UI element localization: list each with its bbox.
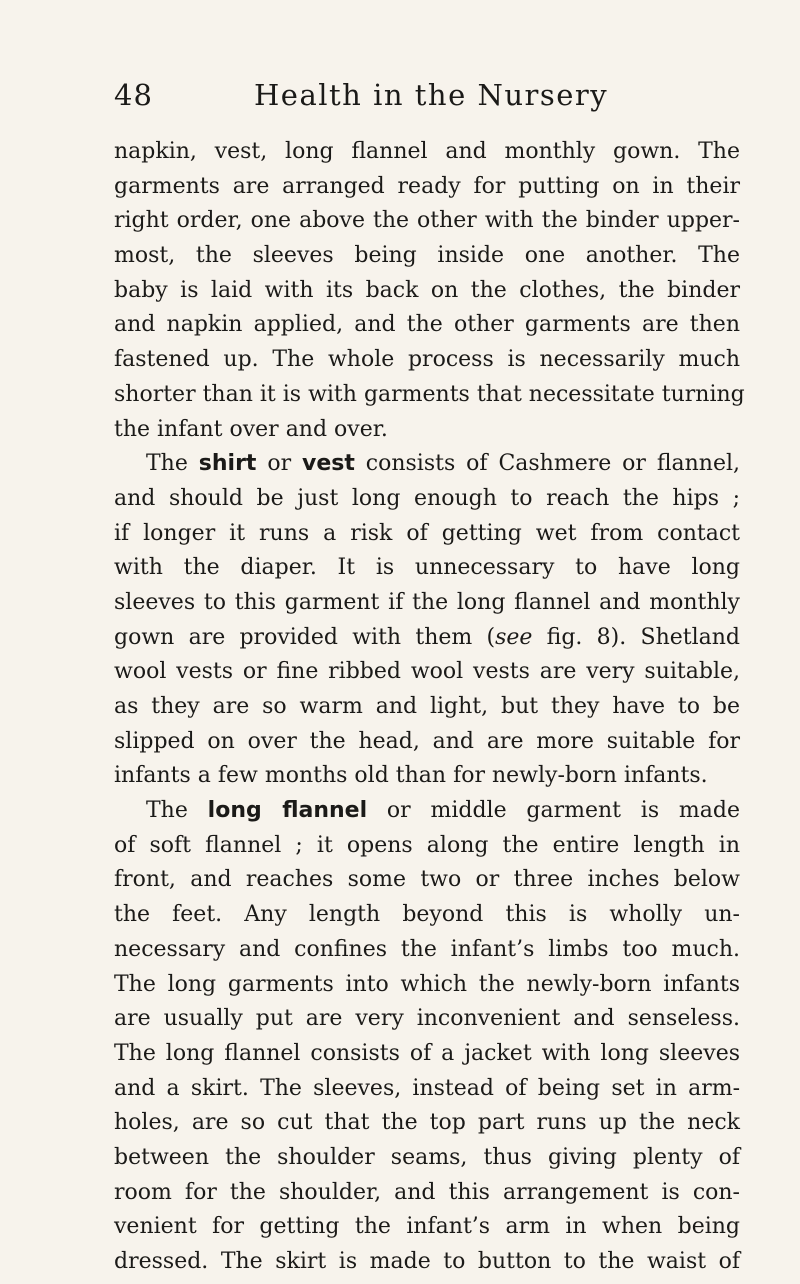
text-line: right order, one above the other with the binder upper- xyxy=(114,208,740,234)
text-line: and a skirt. The sleeves, instead of being set in arm- xyxy=(114,1075,740,1101)
text-segment: gown are provided with them ( xyxy=(114,624,496,650)
text-segment: or middle garment is made xyxy=(367,798,741,824)
text-line: dressed. The skirt is made to button to the waist of xyxy=(114,1249,740,1274)
body-text xyxy=(114,135,745,1280)
text-line: venient for getting the infant’s arm in when being xyxy=(114,1214,740,1240)
text-segment: The xyxy=(146,798,208,824)
page-header xyxy=(114,78,738,122)
term-shirt: shirt xyxy=(198,451,257,477)
text-line: as they are so warm and light, but they have to be xyxy=(114,694,740,719)
page-number: 48 xyxy=(114,78,153,112)
text-line: are usually put are very inconvenient and senseless. xyxy=(114,1006,740,1032)
text-line: with the diaper. It is unnecessary to have long xyxy=(114,555,740,581)
text-line: the feet. Any length beyond this is wholly un- xyxy=(114,902,740,928)
text-line: front, and reaches some two or three inches below xyxy=(114,867,740,893)
text-segment: The xyxy=(146,451,199,477)
text-line: room for the shoulder, and this arrangement is con- xyxy=(114,1179,740,1205)
text-line: infants a few months old than for newly-born infants. xyxy=(114,763,708,789)
text-line: and napkin applied, and the other garments are then xyxy=(114,312,740,338)
text-segment: consists of Cashmere or flannel, xyxy=(354,451,740,477)
text-line: the infant over and over. xyxy=(114,416,388,442)
text-line: and should be just long enough to reach the hips ; xyxy=(114,485,740,511)
text-line: fastened up. The whole process is necessarily much xyxy=(114,347,740,373)
text-line: garments are arranged ready for putting on in their xyxy=(114,173,740,199)
text-line: baby is laid with its back on the clothes, the binder xyxy=(114,277,740,303)
running-head: Health in the Nursery xyxy=(254,78,609,112)
term-long-flannel: long flannel xyxy=(207,798,368,824)
text-line: sleeves to this garment if the long flannel and monthly xyxy=(114,589,740,615)
text-line: necessary and confines the infant’s limbs too much. xyxy=(114,936,740,962)
text-line-fig-ref xyxy=(114,621,740,656)
text-segment: fig. 8). Shetland xyxy=(532,624,740,650)
term-vest: vest xyxy=(302,451,355,477)
text-line: between the shoulder seams, thus giving plenty of xyxy=(114,1144,740,1170)
text-line-shirt-heading xyxy=(114,447,740,482)
text-line: napkin, vest, long flannel and monthly gown. The xyxy=(114,139,740,164)
text-segment: or xyxy=(256,451,302,477)
text-line: holes, are so cut that the top part runs up the neck xyxy=(114,1110,740,1136)
text-line: most, the sleeves being inside one another. The xyxy=(114,243,740,269)
text-line-long-flannel-heading xyxy=(114,794,740,829)
text-line: slipped on over the head, and are more suitable for xyxy=(114,728,740,754)
text-line: The long garments into which the newly-born infants xyxy=(114,971,740,997)
text-line: The long flannel consists of a jacket with long sleeves xyxy=(114,1040,740,1066)
text-line: shorter than it is with garments that necessitate turning xyxy=(114,381,745,407)
text-line: wool vests or fine ribbed wool vests are very suitable, xyxy=(114,659,740,685)
text-line: of soft flannel ; it opens along the entire length in xyxy=(114,832,740,858)
text-line: if longer it runs a risk of getting wet from contact xyxy=(114,520,740,546)
italic-see: see xyxy=(495,624,533,650)
